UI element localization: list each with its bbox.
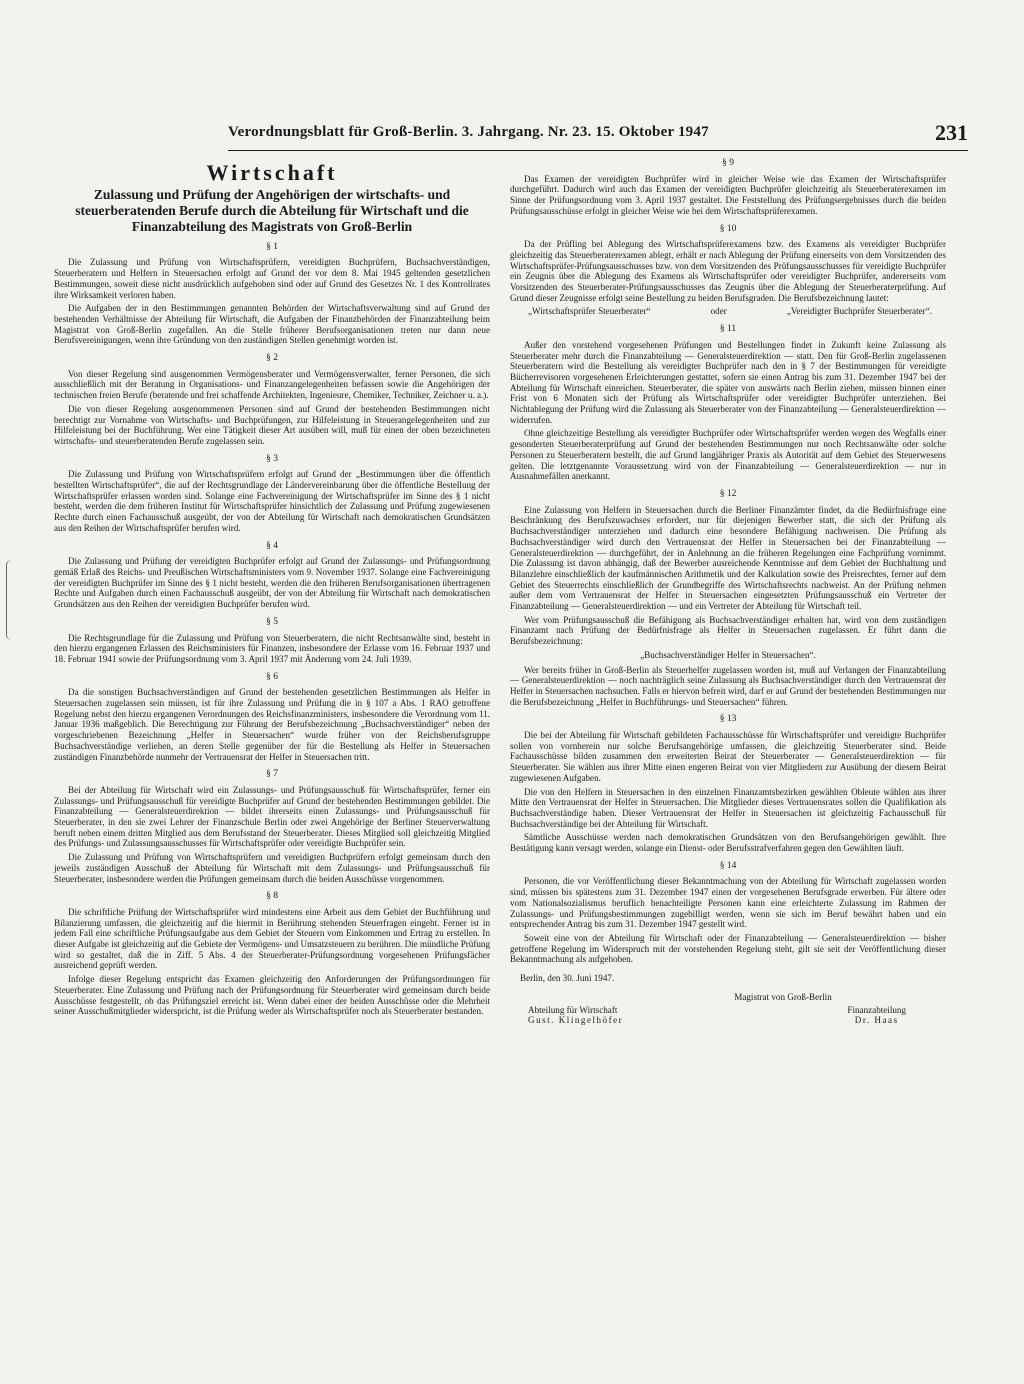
professional-title: „Buchsachverständiger Helfer in Steuersachen“. [640, 649, 816, 660]
running-title: Verordnungsblatt für Groß-Berlin. 3. Jahrgang. Nr. 23. 15. Oktober 1947 [228, 124, 709, 140]
paragraph-heading: § 9 [722, 158, 734, 168]
margin-mark [6, 560, 17, 640]
paragraph-text: Personen, die vor Veröffentlichung dieser Bekanntmachung von der Abteilung für Wirtschaft zugelassen worden sind, müssen bis spätestens zum 31. Dezember 1947 einen der vorgesehenen Berufsgrade erwerben. Für ältere oder vom Nationalsozialismus beruflich benachteiligte Personen kann eine erleichterte Zulassung im Rahmen der Zulassungs- und Prüfungsbestimmungen zugebilligt werden, wenn sie sich im Beruf bewährt haben und ein entsprechender Antrag bis zum 31. Dezember 1947 gestellt wird. [510, 876, 946, 930]
place-date: Berlin, den 30. Juni 1947. [520, 973, 615, 984]
department-name: Abteilung für Wirtschaft [528, 1004, 618, 1015]
paragraph-heading: § 10 [719, 223, 737, 234]
paragraph-text: Die Rechtsgrundlage für die Zulassung und Prüfung von Steuerberatern, die nicht Rechtsanwälte sind, besteht in den hierzu ergangenen Erlassen des Reichsministers für Finanzen, insbesondere der Erlasse vom 16. Februar 1937 und 18. Februar 1941 sowie der Prüfungsordnung vom 3. April 1937 mit Änderung vom 24. Juli 1939. [54, 632, 490, 664]
paragraph-heading: § 6 [266, 671, 278, 682]
paragraph-text: Die Zulassung und Prüfung von Wirtschaftsprüfern erfolgt auf Grund der „Bestimmungen über die öffentlich bestellten Wirtschaftsprüfer“, die auf der Rechtsgrundlage der Ländervereinbarung über die öffentliche Bestellung der Wirtschaftsprüfer erlassen worden sind. Solange eine Fachvereinigung der Wirtschaftsprüfer im Sinne des § 1 nicht besteht, werden die dem früheren Institut für Wirtschaftsprüfer hinsichtlich der Zulassung und Prüfung zugewiesenen Rechte durch einen Fachausschuß ausgeübt, der von der Abteilung für Wirtschaft nach demokratischen Grundsätzen aus den Reihen der Wirtschaftsprüfer berufen wird. [54, 469, 490, 533]
paragraph-heading: § 12 [719, 488, 737, 499]
paragraph-heading: § 1 [266, 241, 278, 252]
paragraph-heading: § 8 [266, 891, 278, 902]
paragraph-text: Da die sonstigen Buchsachverständigen auf Grund der bestehenden gesetzlichen Bestimmungen als Helfer in Steuersachen zugelassen sein müssen, ist für ihre Zulassung und Prüfung die in § 107 a Abs. 1 RAO getroffene Regelung nebst den hierzu ergangenen Verordnungen des Reichsfinanzministers, insbesondere die Verordnung vom 11. Januar 1936 maßgeblich. Die Berechtigung zur Führung der Berufsbezeichnung „Buchsachverständiger“ neben der vorgeschriebenen Bezeichnung „Helfer in Steuersachen“ wurde früher von der Reichsberufsgruppe Buchsachverständige verliehen, an deren Stelle gegenüber der für die Bestellung als Helfer in Steuersachen zuständigen Finanzbehörde nunmehr der Vertrauensrat der Helfer in Steuersachen tritt. [54, 687, 490, 762]
paragraph-text: Die Zulassung und Prüfung von Wirtschaftsprüfern, vereidigten Buchprüfern, Buchsachverständigen, Steuerberatern und Helfern in Steuersachen erfolgt auf Grund der vor dem 8. Mai 1945 geltenden gesetzlichen Bestimmungen, soweit diese nicht ausdrücklich aufgehoben sind oder auf Grund des Gesetzes Nr. 1 des Kontrollrates ihre Wirksamkeit verloren haben. [54, 257, 490, 300]
title-option: „Vereidigter Buchprüfer Steuerberater“. [786, 306, 932, 317]
professional-titles [528, 306, 932, 317]
paragraph-text: Das Examen der vereidigten Buchprüfer wird in gleicher Weise wie das Examen der Wirtschaftsprüfer durchgeführt. Dadurch wird auch das Examen der vereidigten Buchprüfer gleichzeitig als Steuerberaterexamen im Sinne der Prüfungsordnung vom 3. April 1937 gestaltet. Die Feststellung des Prüfungsergebnisses durch die beiden Prüfungsausschüsse erfolgt in gleicher Weise wie bei dem Wirtschaftsprüferexamen. [510, 173, 946, 216]
paragraph-text: Soweit eine von der Abteilung für Wirtschaft oder der Finanzabteilung — Generalsteuerdirektion — bisher getroffene Regelung im Widerspruch mit der vorstehenden Regelung steht, gilt sie seit der Veröffentlichung dieser Bekanntmachung als aufgehoben. [510, 933, 946, 965]
paragraph-text: Die schriftliche Prüfung der Wirtschaftsprüfer wird mindestens eine Arbeit aus dem Gebiet der Buchführung und Bilanzierung umfassen, die gleichzeitig auf die hiermit in Berührung stehenden Steuerfragen eingeht. Ferner ist in jedem Fall eine schriftliche Prüfungsaufgabe aus dem Gebiet der Steuern vom Einkommen und Ertrag zu erstellen. In dieser Aufgabe ist gleichzeitig auf die Gebiete der Vermögens- und Umsatzsteuern zu berühren. Die mündliche Prüfung wird so gestaltet, daß die in Ziff. 5 Abs. 4 der Steuerberater-Prüfungsordnung vorgesehenen Prüfungsfächer ausreichend geprüft werden. [54, 906, 490, 971]
left-column [54, 158, 490, 1020]
paragraph-text: Ohne gleichzeitige Bestellung als vereidigter Buchprüfer oder Wirtschaftsprüfer werden wegen des Wegfalls einer gesonderten Steuerberaterprüfung auf Grund der bestehenden Bestimmungen nur noch Rechtsanwälte oder solche Personen zu Steuerberatern bestellt, die auf Grund langjähriger Praxis als Autorität auf dem Gebiet des Steuerwesens gelten. Die letztgenannte Voraussetzung wird von der Finanzabteilung — Generalsteuerdirektion — nur in Ausnahmefällen anerkannt. [510, 428, 946, 482]
section-title: Wirtschaft [206, 160, 338, 185]
signatory-finance [847, 1005, 906, 1026]
paragraph-text: Die Zulassung und Prüfung der vereidigten Buchprüfer erfolgt auf Grund der Zulassungs- und Prüfungsordnung gemäß Erlaß des Reichs- und Preußischen Wirtschaftsministers vom 9. November 1937. Solange eine Fachvereinigung der vereidigten Buchprüfer im Sinne des § 1 nicht besteht, werden die den früheren Berufsorganisationen übertragenen Rechte und Aufgaben durch einen Fachausschuß ausgeübt, der von der Abteilung für Wirtschaft nach demokratischen Grundsätzen aus den Reihen der vereidigten Buchprüfer berufen wird. [54, 556, 490, 610]
paragraph-text: Da der Prüfling bei Ablegung des Wirtschaftsprüferexamens bzw. des Examens als vereidigter Buchprüfer gleichzeitig das Steuerberaterexamen ablegt, erhält er nach Ablegung der Prüfung einerseits von dem Vorsitzenden des Wirtschaftsprüfer-Prüfungsausschusses bzw. von dem Vorsitzenden des Prüfungsausschusses für vereidigte Buchprüfer ein Zeugnis über die Ablegung des Examens als Wirtschaftsprüfer oder vereidigter Buchprüfer, andererseits vom Vorsitzenden des Steuerberater-Prüfungsausschusses das Zeugnis über die Ablegung der Steuerberaterprüfung. Auf Grund dieser Zeugnisse erfolgt seine Bestellung zu beiden Berufsgraden. Die Berufsbezeichnung lautet: [510, 239, 946, 303]
paragraph-heading: § 14 [719, 860, 737, 871]
title-conjunction: oder [710, 306, 727, 317]
signature-block [510, 973, 946, 1026]
signatory-name: Dr. Haas [854, 1015, 899, 1026]
paragraph-text: Die von den Helfern in Steuersachen in den einzelnen Finanzamtsbezirken gewählten Obleute wählen aus ihrer Mitte den Vertrauensrat der Helfer in Steuersachen. Die Mitglieder dieses Vertrauensrates sollen die Qualifikation als Buchsachverständige haben. Dieser Vertrauensrat der Helfer in Steuersachen ist gleichzeitig Fachausschuß für Buchsachverständige bei der Abteilung für Wirtschaft. [510, 786, 946, 829]
issuing-authority: Magistrat von Groß-Berlin [734, 991, 832, 1002]
document-title: Zulassung und Prüfung der Angehörigen der wirtschafts- und steuerberatenden Berufe durch die Abteilung für Wirtschaft und die Finanzabteilung des Magistrats von Groß-Berlin [75, 186, 469, 234]
paragraph-heading: § 2 [266, 353, 278, 364]
paragraph-text: Die Zulassung und Prüfung von Wirtschaftsprüfern und vereidigten Buchprüfern erfolgt gemeinsam durch den jeweils zuständigen Ausschuß der Abteilung für Wirtschaft mit dem Zulassungs- und Prüfungsausschuß für Steuerberater, insbesondere werden die Prüfungen gemeinsam durch die beiden Ausschüsse vorgenommen. [54, 852, 490, 884]
paragraph-text: Von dieser Regelung sind ausgenommen Vermögensberater und Vermögensverwalter, ferner Personen, die sich ausschließlich mit der Beratung in Organisations- und Finanzangelegenheiten befassen sowie die Angehörigen der technischen freien Berufe (beratende und frei schaffende Architekten, Ingenieure, Chemiker, Techniker, Zeichner u. a.). [54, 368, 490, 401]
page-header [228, 120, 968, 151]
signatories [528, 1005, 906, 1026]
paragraph-heading: § 3 [266, 453, 278, 464]
right-column [510, 158, 946, 1026]
paragraph-heading: § 11 [719, 324, 737, 335]
paragraph-text: Die bei der Abteilung für Wirtschaft gebildeten Fachausschüsse für Wirtschaftsprüfer und vereidigte Buchprüfer sollen von vornherein nur solche Berufsangehörige umfassen, die gleichzeitig Steuerberater sind. Beide Fachausschüsse bilden zusammen den erweiterten Beirat der Steuerberater — Generalsteuerdirektion — für Steuerberater. Sie wählen aus ihrer Mitte einen engeren Beirat von vier Mitgliedern zur Ausübung der diesem Beirat zugewiesenen Aufgaben. [510, 730, 946, 783]
paragraph-heading: § 7 [266, 769, 278, 780]
title-option: „Wirtschaftsprüfer Steuerberater“ [528, 306, 651, 317]
page-number: 231 [935, 120, 968, 145]
paragraph-text: Eine Zulassung von Helfern in Steuersachen durch die Berliner Finanzämter findet, da die Bedürfnisfrage eine Beschränkung des Berufszuwachses erfordert, nur für diejenigen Bewerber statt, die sich der Prüfung als Buchsachverständiger unterziehen und dadurch eine besondere Befähigung nachweisen. Die Prüfung als Buchsachverständiger wird durch den Vertrauensrat der Helfer in Steuersachen bei der Finanzabteilung — Generalsteuerdirektion — durchgeführt, der in Anlehnung an die früheren Regelungen eine Fachprüfung vornimmt. Die Zulassung ist davon abhängig, daß der Bewerber ausreichende Kenntnisse auf dem Gebiet der Buchhaltung und Bilanzlehre einschließlich der kaufmännischen Arithmetik und der Kalkulation sowie des Preisrechtes, ferner auf dem Gebiet des Steuerrechts einschließlich der Grundbegriffe des Wirtschaftsrechts nachweist. An der Prüfung nehmen außer dem vom Vertrauensrat der Helfer in Steuersachen eingesetzten Prüfungsausschuß ein Vertreter der Finanzabteilung — Generalsteuerdirektion — und ein Vertreter der Abteilung für Wirtschaft teil. [510, 504, 946, 612]
department-name: Finanzabteilung [847, 1004, 906, 1015]
paragraph-text: Außer den vorstehend vorgesehenen Prüfungen und Bestellungen findet in Zukunft keine Zulassung als Steuerberater mehr durch die Finanzabteilung — Generalsteuerdirektion — statt. Den für Groß-Berlin zugelassenen Steuerberatern wird die Bestellung als vereidigter Buchprüfer nach den in § 7 der Bestimmungen für vereidigte Bücherrevisoren vorgesehenen Erleichterungen gestattet, sofern sie einen Antrag bis zum 31. Dezember 1947 bei der Abteilung für Wirtschaft einreichen. Steuerberater, die später von auswärts nach Berlin ziehen, müssen binnen einer Frist von 6 Monaten sich der Prüfung als Wirtschaftsprüfer oder vereidigter Buchprüfer unterziehen. Bei Nichtablegung der Prüfung wird die Zulassung als Steuerberater von der Finanzabteilung — Generalsteuerdirektion — widerrufen. [510, 339, 946, 425]
paragraph-text: Wer vom Prüfungsausschuß die Befähigung als Buchsachverständiger erhalten hat, wird von dem zuständigen Finanzamt nach Prüfung der Bedürfnisfrage als Helfer in Steuersachen zugelassen. Er führt dann die Berufsbezeichnung: [510, 614, 946, 647]
signatory-name: Gust. Klingelhöfer [528, 1015, 624, 1026]
paragraph-text: Bei der Abteilung für Wirtschaft wird ein Zulassungs- und Prüfungsausschuß für Wirtschaftsprüfer, ferner ein Zulassungs- und Prüfungsausschuß für vereidigte Buchprüfer auf Grund der bestehenden Bestimmungen gebildet. Die Finanzabteilung — Generalsteuerdirektion — bildet ihrerseits einen Zulassungs- und Prüfungsausschuß für Steuerberater, in den sie zwei Lehrer der Finanzschule Berlin oder zwei Angehörige der Berliner Steuerverwaltung beruft neben einem dritten Mitglied aus dem Berufsstand der Steuerberater. Dieses Mitglied soll gleichzeitig Mitglied des Prüfungs- und Zulassungsausschusses für Wirtschaftsprüfer oder vereidigte Buchprüfer sein. [54, 784, 490, 849]
paragraph-text: Infolge dieser Regelung entspricht das Examen gleichzeitig den Anforderungen der Prüfungsordnungen für Steuerberater. Eine Zulassung und Prüfung nach der Prüfungsordnung für Steuerberater wird gemeinsam durch beide Ausschüsse festgestellt, ob das Prüfungsziel erreicht ist. Wenn dabei einer der beiden Ausschüsse oder die Mehrheit seiner Ausschußmitglieder widerspricht, ist die Prüfung weder als Wirtschaftsprüfer noch als Steuerberater bestanden. [54, 974, 490, 1017]
paragraph-heading: § 4 [266, 540, 278, 551]
paragraph-text: Die Aufgaben der in den Bestimmungen genannten Behörden der Wirtschaftsverwaltung sind auf Grund der bestehenden Verhältnisse der Abteilung für Wirtschaft, die Aufgaben der Finanzbehörden der Finanzabteilung beim Magistrat von Groß-Berlin zugefallen. An die Stelle früherer Berufsorganisationen treten nur dann neue Berufsvereinigungen, wenn ihre Gründung von den zuständigen Stellen genehmigt worden ist. [54, 303, 490, 346]
paragraph-text: Sämtliche Ausschüsse werden nach demokratischen Grundsätzen von den Berufsangehörigen gewählt. Ihre Bestätigung kann versagt werden, solange ein Dienst- oder Berufsstrafverfahren gegen den Gewählten läuft. [510, 832, 946, 854]
signatory-economy [528, 1005, 623, 1026]
paragraph-heading: § 13 [719, 714, 737, 725]
paragraph-text: Wer bereits früher in Groß-Berlin als Steuerhelfer zugelassen worden ist, muß auf Verlangen der Finanzabteilung — Generalsteuerdirektion — noch nachträglich seine Zulassung als Buchsachverständiger durch den Vertrauensrat der Helfer in Steuersachen nachsuchen. Falls er hiervon befreit wird, darf er auf Grund der bestehenden Bestimmungen nur die Berufsbezeichnung „Helfer in Buchführungs- und Steuersachen“ führen. [510, 664, 946, 707]
paragraph-text: Die von dieser Regelung ausgenommenen Personen sind auf Grund der bestehenden Bestimmungen nicht berechtigt zur Vornahme von Wirtschafts- und Buchprüfungen, zur Hilfeleistung in Steuerangelegenheiten und zur Hilfeleistung bei der Buchführung. Wer eine Tätigkeit dieser Art ausüben will, muß für einen der oben bezeichneten wirtschafts- und steuerberatenden Berufe zugelassen sein. [54, 403, 490, 446]
paragraph-heading: § 5 [266, 616, 278, 627]
